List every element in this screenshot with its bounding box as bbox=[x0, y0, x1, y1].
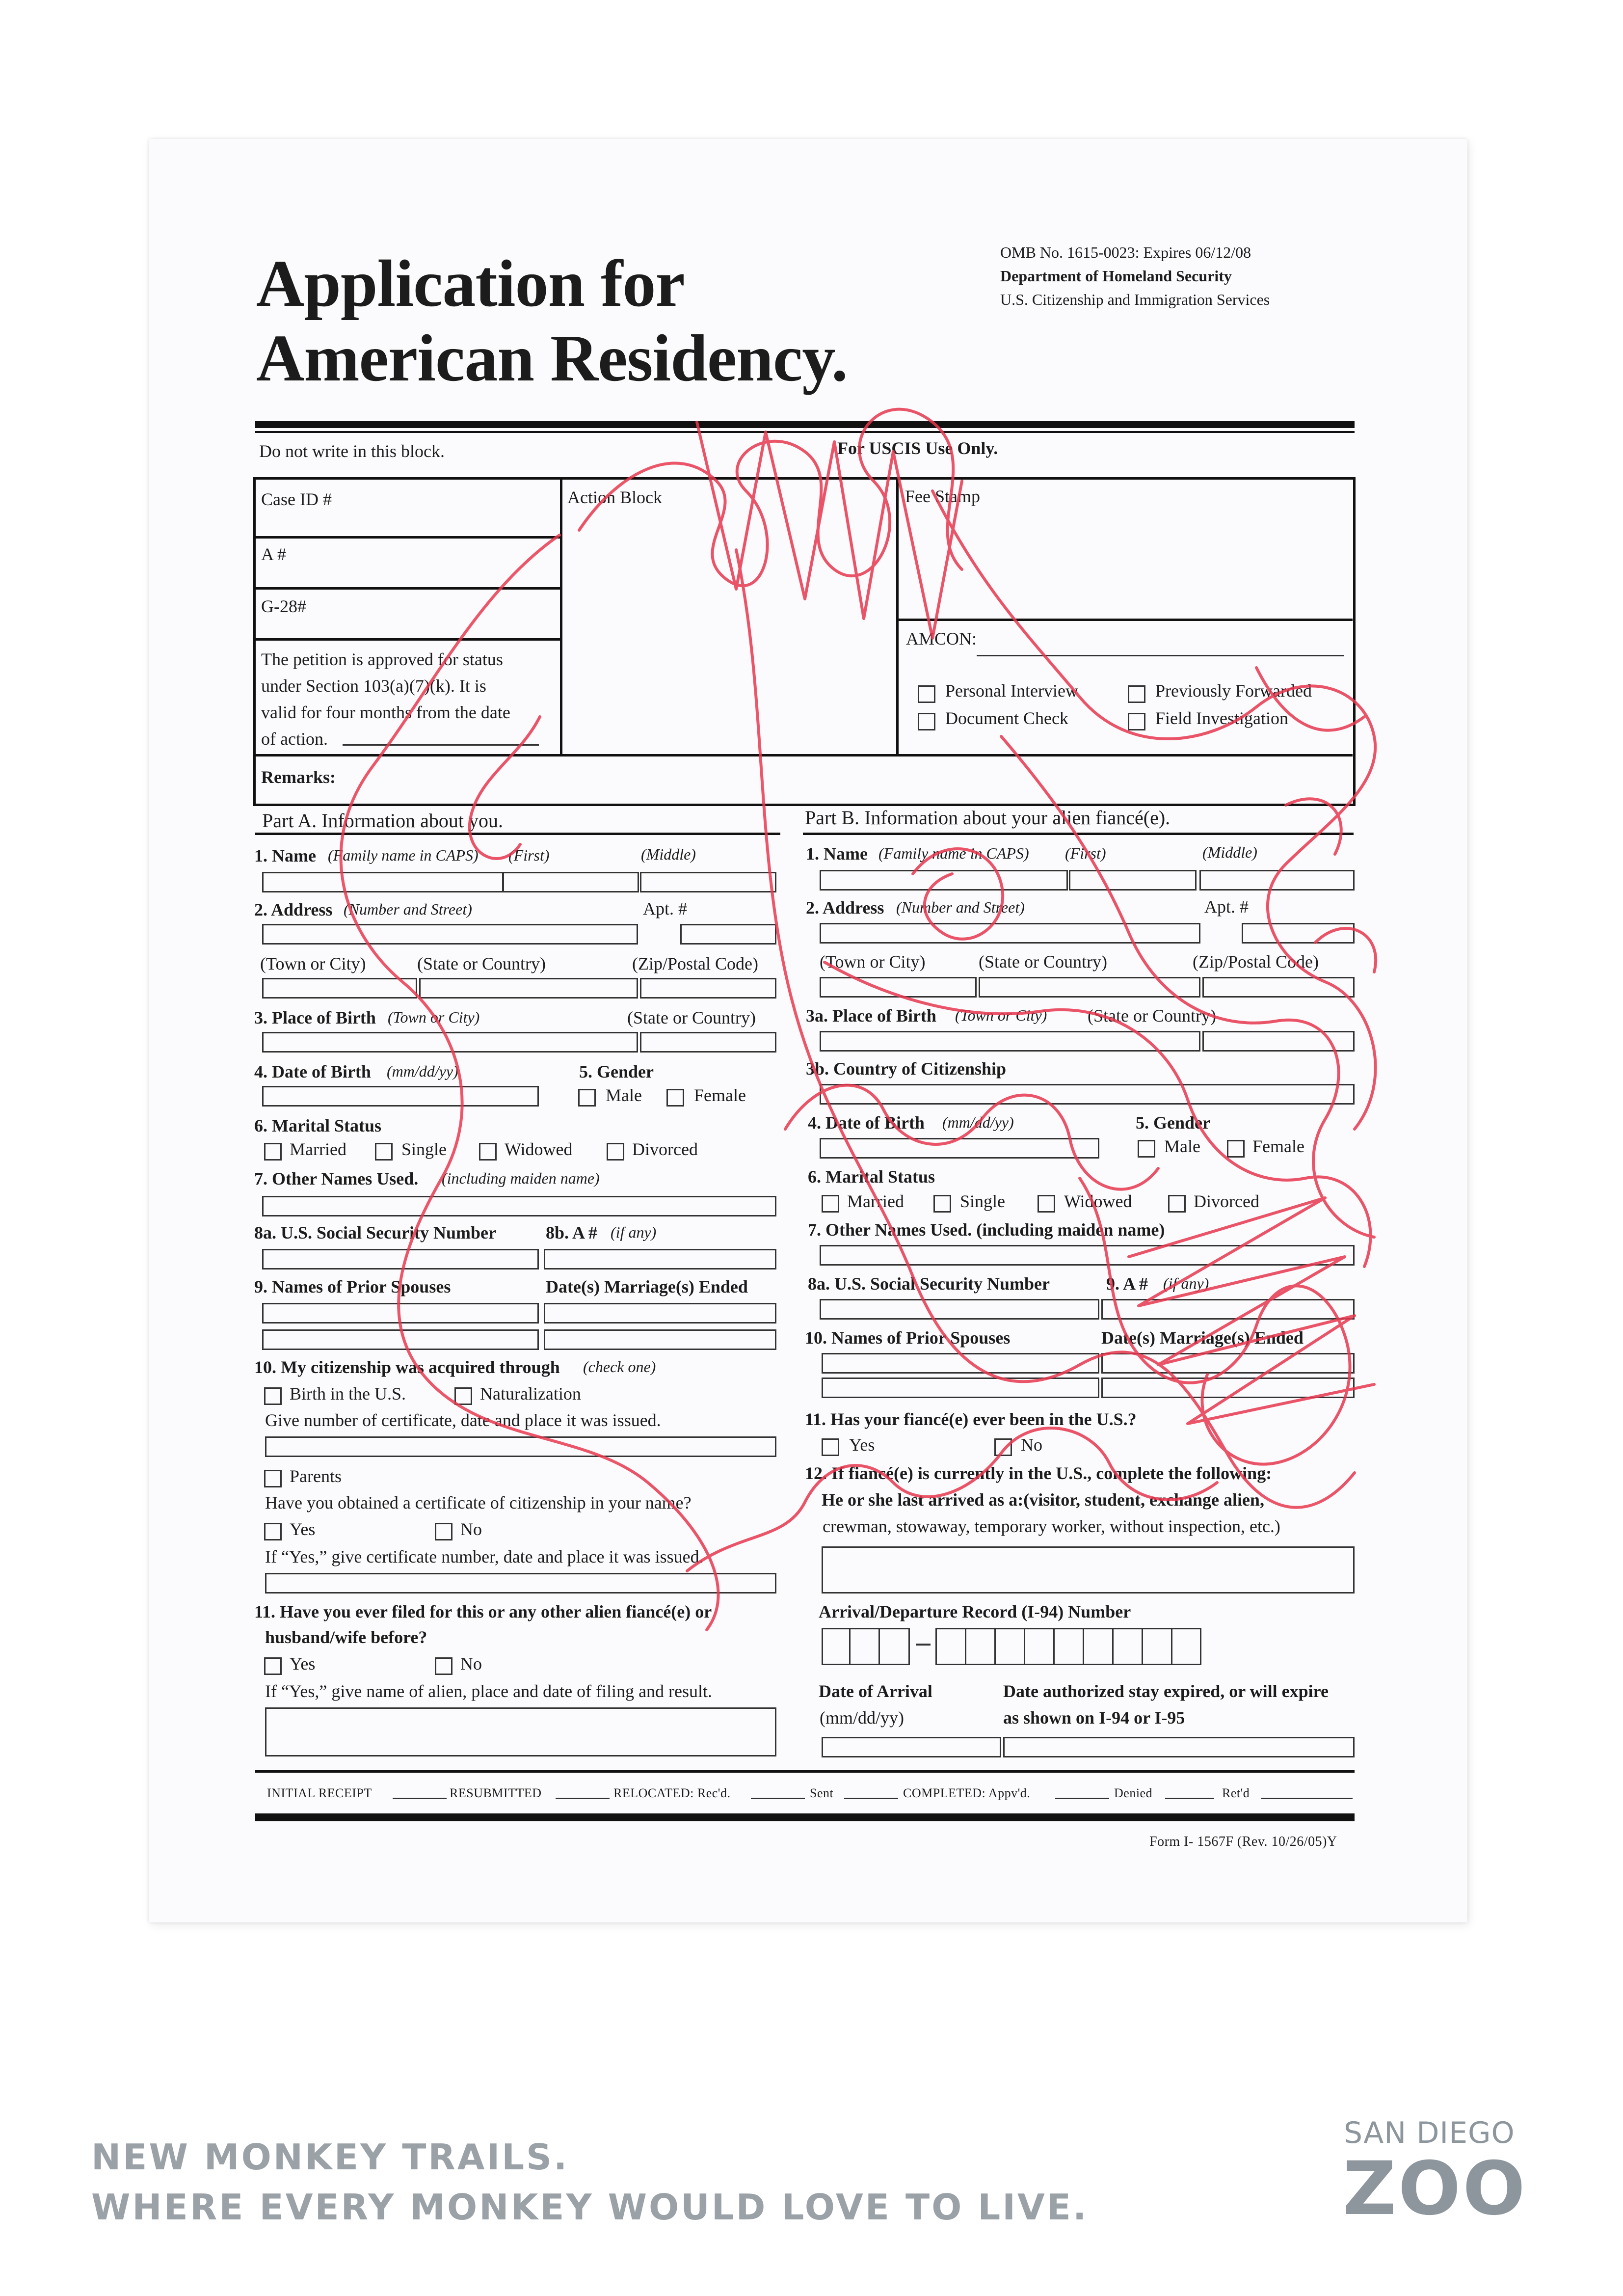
b-pob-label: 3a. Place of Birth bbox=[806, 1006, 936, 1026]
b-in-us-no-checkbox[interactable] bbox=[994, 1438, 1012, 1456]
denied-label: Denied bbox=[1114, 1786, 1153, 1800]
a-state-field[interactable] bbox=[419, 978, 638, 999]
b-i94-prefix-field[interactable] bbox=[822, 1628, 910, 1665]
a-street-field[interactable] bbox=[262, 924, 638, 945]
a-naturalization-checkbox[interactable] bbox=[454, 1387, 472, 1405]
a-birth-us-checkbox[interactable] bbox=[264, 1387, 282, 1405]
b-arrival-hint: (mm/dd/yy) bbox=[820, 1708, 904, 1728]
a-anum-hint: (if any) bbox=[611, 1223, 657, 1241]
part-a-rule bbox=[255, 833, 780, 835]
i94-cell-divider bbox=[994, 1628, 996, 1665]
b-female-checkbox[interactable] bbox=[1227, 1140, 1245, 1158]
b-pob-hint: (Town or City) bbox=[955, 1006, 1047, 1024]
b-other-names-label: 7. Other Names Used. (including maiden name) bbox=[808, 1220, 1165, 1240]
a-single-label: Single bbox=[401, 1139, 447, 1159]
previously-forwarded-label: Previously Forwarded bbox=[1155, 681, 1312, 701]
b-middle-hint: (Middle) bbox=[1202, 843, 1257, 861]
a-widowed-checkbox[interactable] bbox=[479, 1143, 497, 1161]
a-address-label: 2. Address bbox=[254, 900, 333, 919]
a-filed-no-checkbox[interactable] bbox=[435, 1657, 452, 1675]
b-arrived-as-field[interactable] bbox=[822, 1546, 1355, 1594]
a-citizenship-label: 10. My citizenship was acquired through bbox=[254, 1357, 560, 1377]
b-middle-name-field[interactable] bbox=[1199, 870, 1355, 891]
a-pob-hint: (Town or City) bbox=[388, 1008, 480, 1026]
a-divorced-label: Divorced bbox=[632, 1139, 698, 1159]
b-marriage-ended-label: Date(s) Marriage(s) Ended bbox=[1101, 1328, 1304, 1348]
petition-text: valid for four months from the date bbox=[261, 702, 510, 722]
b-dob-label: 4. Date of Birth bbox=[808, 1113, 925, 1133]
b-ssn-label: 8a. U.S. Social Security Number bbox=[808, 1274, 1050, 1294]
b-divorced-checkbox[interactable] bbox=[1168, 1195, 1186, 1213]
a-zip-field[interactable] bbox=[640, 978, 776, 999]
b-state-field[interactable] bbox=[979, 977, 1200, 998]
a-divorced-checkbox[interactable] bbox=[607, 1143, 624, 1161]
a-cert-yes-label: Yes bbox=[290, 1519, 316, 1539]
b-first-hint: (First) bbox=[1065, 844, 1106, 862]
b-currently-text: He or she last arrived as a:(visitor, student, exchange alien, bbox=[822, 1490, 1264, 1510]
a-apt-label: Apt. # bbox=[643, 899, 687, 918]
b-in-us-yes-label: Yes bbox=[849, 1435, 875, 1455]
b-marriage-ended-field-1[interactable] bbox=[1101, 1353, 1355, 1374]
a-zip-label: (Zip/Postal Code) bbox=[632, 954, 758, 973]
footer-fill-line bbox=[1055, 1798, 1109, 1799]
a-dob-field[interactable] bbox=[262, 1086, 539, 1107]
i94-cell-divider bbox=[1142, 1628, 1143, 1665]
petition-text: under Section 103(a)(7)(k). It is bbox=[261, 676, 486, 696]
a-citizenship-hint: (check one) bbox=[583, 1358, 656, 1376]
footer-rule-top bbox=[255, 1770, 1355, 1773]
b-married-label: Married bbox=[847, 1191, 904, 1211]
b-first-name-field[interactable] bbox=[1069, 870, 1197, 891]
tagline-line1: NEW MONKEY TRAILS. bbox=[91, 2136, 569, 2178]
a-town-field[interactable] bbox=[262, 978, 417, 999]
a-cert-yes-checkbox[interactable] bbox=[264, 1523, 282, 1540]
case-id-label: Case ID # bbox=[261, 489, 332, 509]
a-parents-checkbox[interactable] bbox=[264, 1470, 282, 1487]
a-certificate-field[interactable] bbox=[265, 1436, 776, 1457]
sent-label: Sent bbox=[810, 1786, 834, 1800]
a-anum-label: 8b. A # bbox=[546, 1223, 598, 1243]
a-other-names-hint: (including maiden name) bbox=[442, 1169, 600, 1187]
office-row-line bbox=[253, 754, 1353, 756]
a-marriage-ended-field-2[interactable] bbox=[544, 1329, 776, 1350]
b-pob-city-field[interactable] bbox=[820, 1031, 1200, 1052]
footer-fill-line bbox=[751, 1798, 805, 1799]
a-if-yes-cert-text: If “Yes,” give certificate number, date and place it was issued. bbox=[265, 1547, 704, 1567]
personal-interview-checkbox[interactable] bbox=[918, 685, 935, 703]
b-expire-label-2: as shown on I-94 or I-95 bbox=[1003, 1708, 1185, 1728]
resubmitted-label: RESUBMITTED bbox=[450, 1786, 542, 1800]
a-obtained-cert-text: Have you obtained a certificate of citizenship in your name? bbox=[265, 1493, 692, 1513]
office-divider-2 bbox=[896, 477, 899, 756]
previously-forwarded-checkbox[interactable] bbox=[1128, 685, 1145, 703]
footer-rule-bottom bbox=[255, 1813, 1355, 1821]
part-b-header: Part B. Information about your alien fiancé(e). bbox=[805, 807, 1171, 829]
a-apt-field[interactable] bbox=[680, 924, 776, 945]
a-pob-city-field[interactable] bbox=[262, 1032, 638, 1053]
a-filed-yes-label: Yes bbox=[290, 1654, 316, 1674]
a-number-label: A # bbox=[261, 544, 287, 564]
title-rule bbox=[255, 421, 1355, 428]
b-state-label: (State or Country) bbox=[979, 952, 1107, 972]
b-apt-label: Apt. # bbox=[1204, 897, 1249, 917]
petition-text: of action. bbox=[261, 729, 328, 749]
b-marital-label: 6. Marital Status bbox=[808, 1167, 935, 1187]
b-anum-label: 9. A # bbox=[1106, 1274, 1148, 1294]
office-row-line bbox=[896, 619, 1353, 621]
b-female-label: Female bbox=[1252, 1136, 1304, 1156]
a-first-hint: (First) bbox=[508, 846, 550, 864]
a-marital-label: 6. Marital Status bbox=[254, 1116, 381, 1135]
amcon-line bbox=[977, 655, 1344, 656]
a-town-label: (Town or City) bbox=[260, 954, 366, 973]
a-filed-no-label: No bbox=[460, 1654, 482, 1674]
a-filed-yes-checkbox[interactable] bbox=[264, 1657, 282, 1675]
uscis-only-label: For USCIS Use Only. bbox=[837, 438, 998, 458]
b-married-checkbox[interactable] bbox=[822, 1195, 839, 1213]
b-single-checkbox[interactable] bbox=[933, 1195, 951, 1213]
a-middle-hint: (Middle) bbox=[641, 845, 696, 863]
a-gender-label: 5. Gender bbox=[579, 1062, 654, 1081]
logo-san-diego: SAN DIEGO bbox=[1344, 2116, 1515, 2150]
i94-cell-divider bbox=[878, 1628, 880, 1665]
a-name-label: 1. Name bbox=[254, 846, 316, 865]
initial-receipt-label: INITIAL RECEIPT bbox=[267, 1786, 372, 1800]
footer-fill-line bbox=[844, 1798, 898, 1799]
b-zip-field[interactable] bbox=[1202, 977, 1355, 998]
b-gender-label: 5. Gender bbox=[1136, 1113, 1210, 1133]
a-other-names-field[interactable] bbox=[262, 1196, 776, 1216]
a-give-number-text: Give number of certificate, date and place it was issued. bbox=[265, 1410, 661, 1430]
b-single-label: Single bbox=[960, 1191, 1006, 1211]
i94-cell-divider bbox=[1112, 1628, 1114, 1665]
fee-stamp-label: Fee Stamp bbox=[905, 486, 980, 506]
i94-cell-divider bbox=[965, 1628, 966, 1665]
b-country-citizenship-label: 3b. Country of Citizenship bbox=[806, 1059, 1007, 1079]
field-investigation-label: Field Investigation bbox=[1155, 708, 1288, 728]
b-name-hint: (Family name in CAPS) bbox=[878, 844, 1029, 862]
a-single-checkbox[interactable] bbox=[375, 1143, 393, 1161]
a-widowed-label: Widowed bbox=[505, 1139, 573, 1159]
form-title-line1: Application for bbox=[256, 247, 685, 321]
remarks-label: Remarks: bbox=[261, 767, 336, 787]
b-prior-spouse-field-2[interactable] bbox=[822, 1378, 1099, 1398]
b-expire-date-field[interactable] bbox=[1003, 1737, 1355, 1757]
footer-fill-line bbox=[1261, 1798, 1353, 1799]
b-arrival-label: Date of Arrival bbox=[819, 1681, 932, 1701]
b-address-label: 2. Address bbox=[806, 898, 884, 918]
a-naturalization-label: Naturalization bbox=[480, 1384, 581, 1404]
a-filed-before-label: 11. Have you ever filed for this or any other alien fiancé(e) or bbox=[254, 1602, 712, 1621]
a-name-hint: (Family name in CAPS) bbox=[328, 846, 479, 864]
form-title-line2: American Residency. bbox=[256, 322, 848, 395]
office-row-line bbox=[253, 587, 562, 590]
b-town-label: (Town or City) bbox=[820, 952, 926, 972]
b-currently-text-2: crewman, stowaway, temporary worker, without inspection, etc.) bbox=[823, 1516, 1280, 1536]
a-marriage-ended-field-1[interactable] bbox=[544, 1303, 776, 1324]
b-pob-state-label: (State or Country) bbox=[1088, 1006, 1216, 1026]
i94-cell-divider bbox=[1171, 1628, 1172, 1665]
a-male-label: Male bbox=[606, 1085, 642, 1105]
office-row-line bbox=[253, 638, 562, 641]
b-male-label: Male bbox=[1164, 1136, 1200, 1156]
b-male-checkbox[interactable] bbox=[1138, 1140, 1155, 1158]
b-family-name-field[interactable] bbox=[820, 870, 1068, 891]
b-anum-hint: (if any) bbox=[1163, 1274, 1209, 1292]
petition-date-line bbox=[343, 744, 539, 746]
b-apt-field[interactable] bbox=[1242, 923, 1355, 944]
a-parents-label: Parents bbox=[290, 1466, 342, 1486]
agency-name: U.S. Citizenship and Immigration Services bbox=[1000, 291, 1270, 308]
a-ssn-label: 8a. U.S. Social Security Number bbox=[254, 1223, 496, 1243]
b-in-us-label: 11. Has your fiancé(e) ever been in the U.S.? bbox=[805, 1409, 1137, 1429]
a-pob-label: 3. Place of Birth bbox=[254, 1008, 376, 1027]
title-rule-thin bbox=[255, 431, 1355, 433]
office-use-block bbox=[253, 477, 1356, 806]
a-married-label: Married bbox=[290, 1139, 346, 1159]
a-dob-label: 4. Date of Birth bbox=[254, 1062, 371, 1081]
b-dob-hint: (mm/dd/yy) bbox=[942, 1113, 1014, 1131]
b-zip-label: (Zip/Postal Code) bbox=[1193, 952, 1319, 972]
a-family-name-field[interactable] bbox=[262, 872, 504, 892]
a-married-checkbox[interactable] bbox=[264, 1143, 282, 1161]
i94-cell-divider bbox=[1024, 1628, 1025, 1665]
i94-cell-divider bbox=[849, 1628, 851, 1665]
tagline-line2: WHERE EVERY MONKEY WOULD LOVE TO LIVE. bbox=[91, 2187, 1089, 2228]
b-prior-spouses-label: 10. Names of Prior Spouses bbox=[805, 1328, 1011, 1348]
a-female-checkbox[interactable] bbox=[666, 1089, 684, 1107]
a-other-names-label: 7. Other Names Used. bbox=[254, 1169, 419, 1189]
footer-fill-line bbox=[556, 1798, 610, 1799]
footer-fill-line bbox=[1165, 1798, 1214, 1799]
g28-label: G-28# bbox=[261, 596, 306, 616]
part-b-rule bbox=[803, 833, 1354, 835]
i94-cell-divider bbox=[1083, 1628, 1084, 1665]
a-alien-details-field[interactable] bbox=[265, 1707, 776, 1756]
a-first-name-field[interactable] bbox=[503, 872, 639, 892]
b-divorced-label: Divorced bbox=[1194, 1191, 1259, 1211]
a-prior-spouse-field-1[interactable] bbox=[262, 1303, 539, 1324]
omb-number: OMB No. 1615-0023: Expires 06/12/08 bbox=[1000, 243, 1251, 261]
a-marriage-ended-label: Date(s) Marriage(s) Ended bbox=[546, 1277, 748, 1297]
a-middle-name-field[interactable] bbox=[640, 872, 776, 892]
footer-fill-line bbox=[393, 1798, 447, 1799]
b-address-hint: (Number and Street) bbox=[896, 898, 1025, 916]
b-town-field[interactable] bbox=[820, 977, 977, 998]
a-dob-hint: (mm/dd/yy) bbox=[387, 1062, 458, 1080]
b-marriage-ended-field-2[interactable] bbox=[1101, 1378, 1355, 1398]
b-name-label: 1. Name bbox=[806, 844, 868, 864]
a-filed-before-label-2: husband/wife before? bbox=[265, 1627, 427, 1647]
office-divider-1 bbox=[560, 477, 562, 756]
amcon-label: AMCON: bbox=[906, 629, 977, 648]
i94-dash bbox=[916, 1644, 931, 1646]
a-if-yes-alien-text: If “Yes,” give name of alien, place and date of filing and result. bbox=[265, 1681, 713, 1701]
b-currently-label: 12. If fiancé(e) is currently in the U.S., complete the following: bbox=[805, 1463, 1272, 1483]
b-i94-number-field[interactable] bbox=[935, 1628, 1201, 1665]
a-prior-spouse-field-2[interactable] bbox=[262, 1329, 539, 1350]
b-widowed-label: Widowed bbox=[1064, 1191, 1132, 1211]
office-row-line bbox=[253, 536, 562, 539]
action-block-label: Action Block bbox=[567, 487, 662, 507]
a-female-label: Female bbox=[694, 1085, 746, 1105]
b-widowed-checkbox[interactable] bbox=[1038, 1195, 1055, 1213]
form-number: Form I- 1567F (Rev. 10/26/05)Y bbox=[1149, 1834, 1337, 1849]
document-check-checkbox[interactable] bbox=[918, 713, 935, 730]
retd-label: Ret'd bbox=[1222, 1786, 1250, 1800]
completed-label: COMPLETED: Appv'd. bbox=[903, 1786, 1031, 1800]
a-cert-no-checkbox[interactable] bbox=[435, 1523, 452, 1540]
personal-interview-label: Personal Interview bbox=[945, 681, 1078, 701]
b-other-names-field[interactable] bbox=[820, 1245, 1355, 1266]
b-anum-field[interactable] bbox=[1101, 1299, 1355, 1320]
b-country-citizenship-field[interactable] bbox=[820, 1084, 1355, 1105]
a-cert-details-field[interactable] bbox=[265, 1573, 776, 1594]
a-anum-field[interactable] bbox=[544, 1249, 776, 1270]
a-birth-us-label: Birth in the U.S. bbox=[290, 1384, 406, 1404]
b-ssn-field[interactable] bbox=[820, 1299, 1099, 1320]
a-pob-state-field[interactable] bbox=[640, 1032, 776, 1053]
a-address-hint: (Number and Street) bbox=[344, 900, 472, 918]
a-cert-no-label: No bbox=[460, 1519, 482, 1539]
b-in-us-yes-checkbox[interactable] bbox=[822, 1438, 839, 1456]
part-a-header: Part A. Information about you. bbox=[262, 810, 504, 832]
do-not-write-label: Do not write in this block. bbox=[259, 441, 445, 461]
a-prior-spouses-label: 9. Names of Prior Spouses bbox=[254, 1277, 451, 1297]
b-expire-label: Date authorized stay expired, or will expire bbox=[1003, 1681, 1329, 1701]
field-investigation-checkbox[interactable] bbox=[1128, 713, 1145, 730]
logo-zoo: ZOO bbox=[1343, 2146, 1527, 2232]
a-ssn-field[interactable] bbox=[262, 1249, 539, 1270]
b-arrival-date-field[interactable] bbox=[822, 1737, 1001, 1757]
b-prior-spouse-field-1[interactable] bbox=[822, 1353, 1099, 1374]
department-name: Department of Homeland Security bbox=[1000, 267, 1232, 285]
b-i94-label: Arrival/Departure Record (I-94) Number bbox=[819, 1602, 1131, 1621]
a-state-label: (State or Country) bbox=[417, 954, 546, 973]
i94-cell-divider bbox=[1053, 1628, 1055, 1665]
b-pob-state-field[interactable] bbox=[1202, 1031, 1355, 1052]
petition-text: The petition is approved for status bbox=[261, 649, 503, 669]
document-check-label: Document Check bbox=[945, 708, 1068, 728]
a-pob-state-label: (State or Country) bbox=[627, 1008, 756, 1027]
b-in-us-no-label: No bbox=[1021, 1435, 1042, 1455]
a-male-checkbox[interactable] bbox=[578, 1089, 596, 1107]
relocated-label: RELOCATED: Rec'd. bbox=[613, 1786, 731, 1800]
b-street-field[interactable] bbox=[820, 923, 1200, 944]
b-dob-field[interactable] bbox=[820, 1138, 1099, 1159]
